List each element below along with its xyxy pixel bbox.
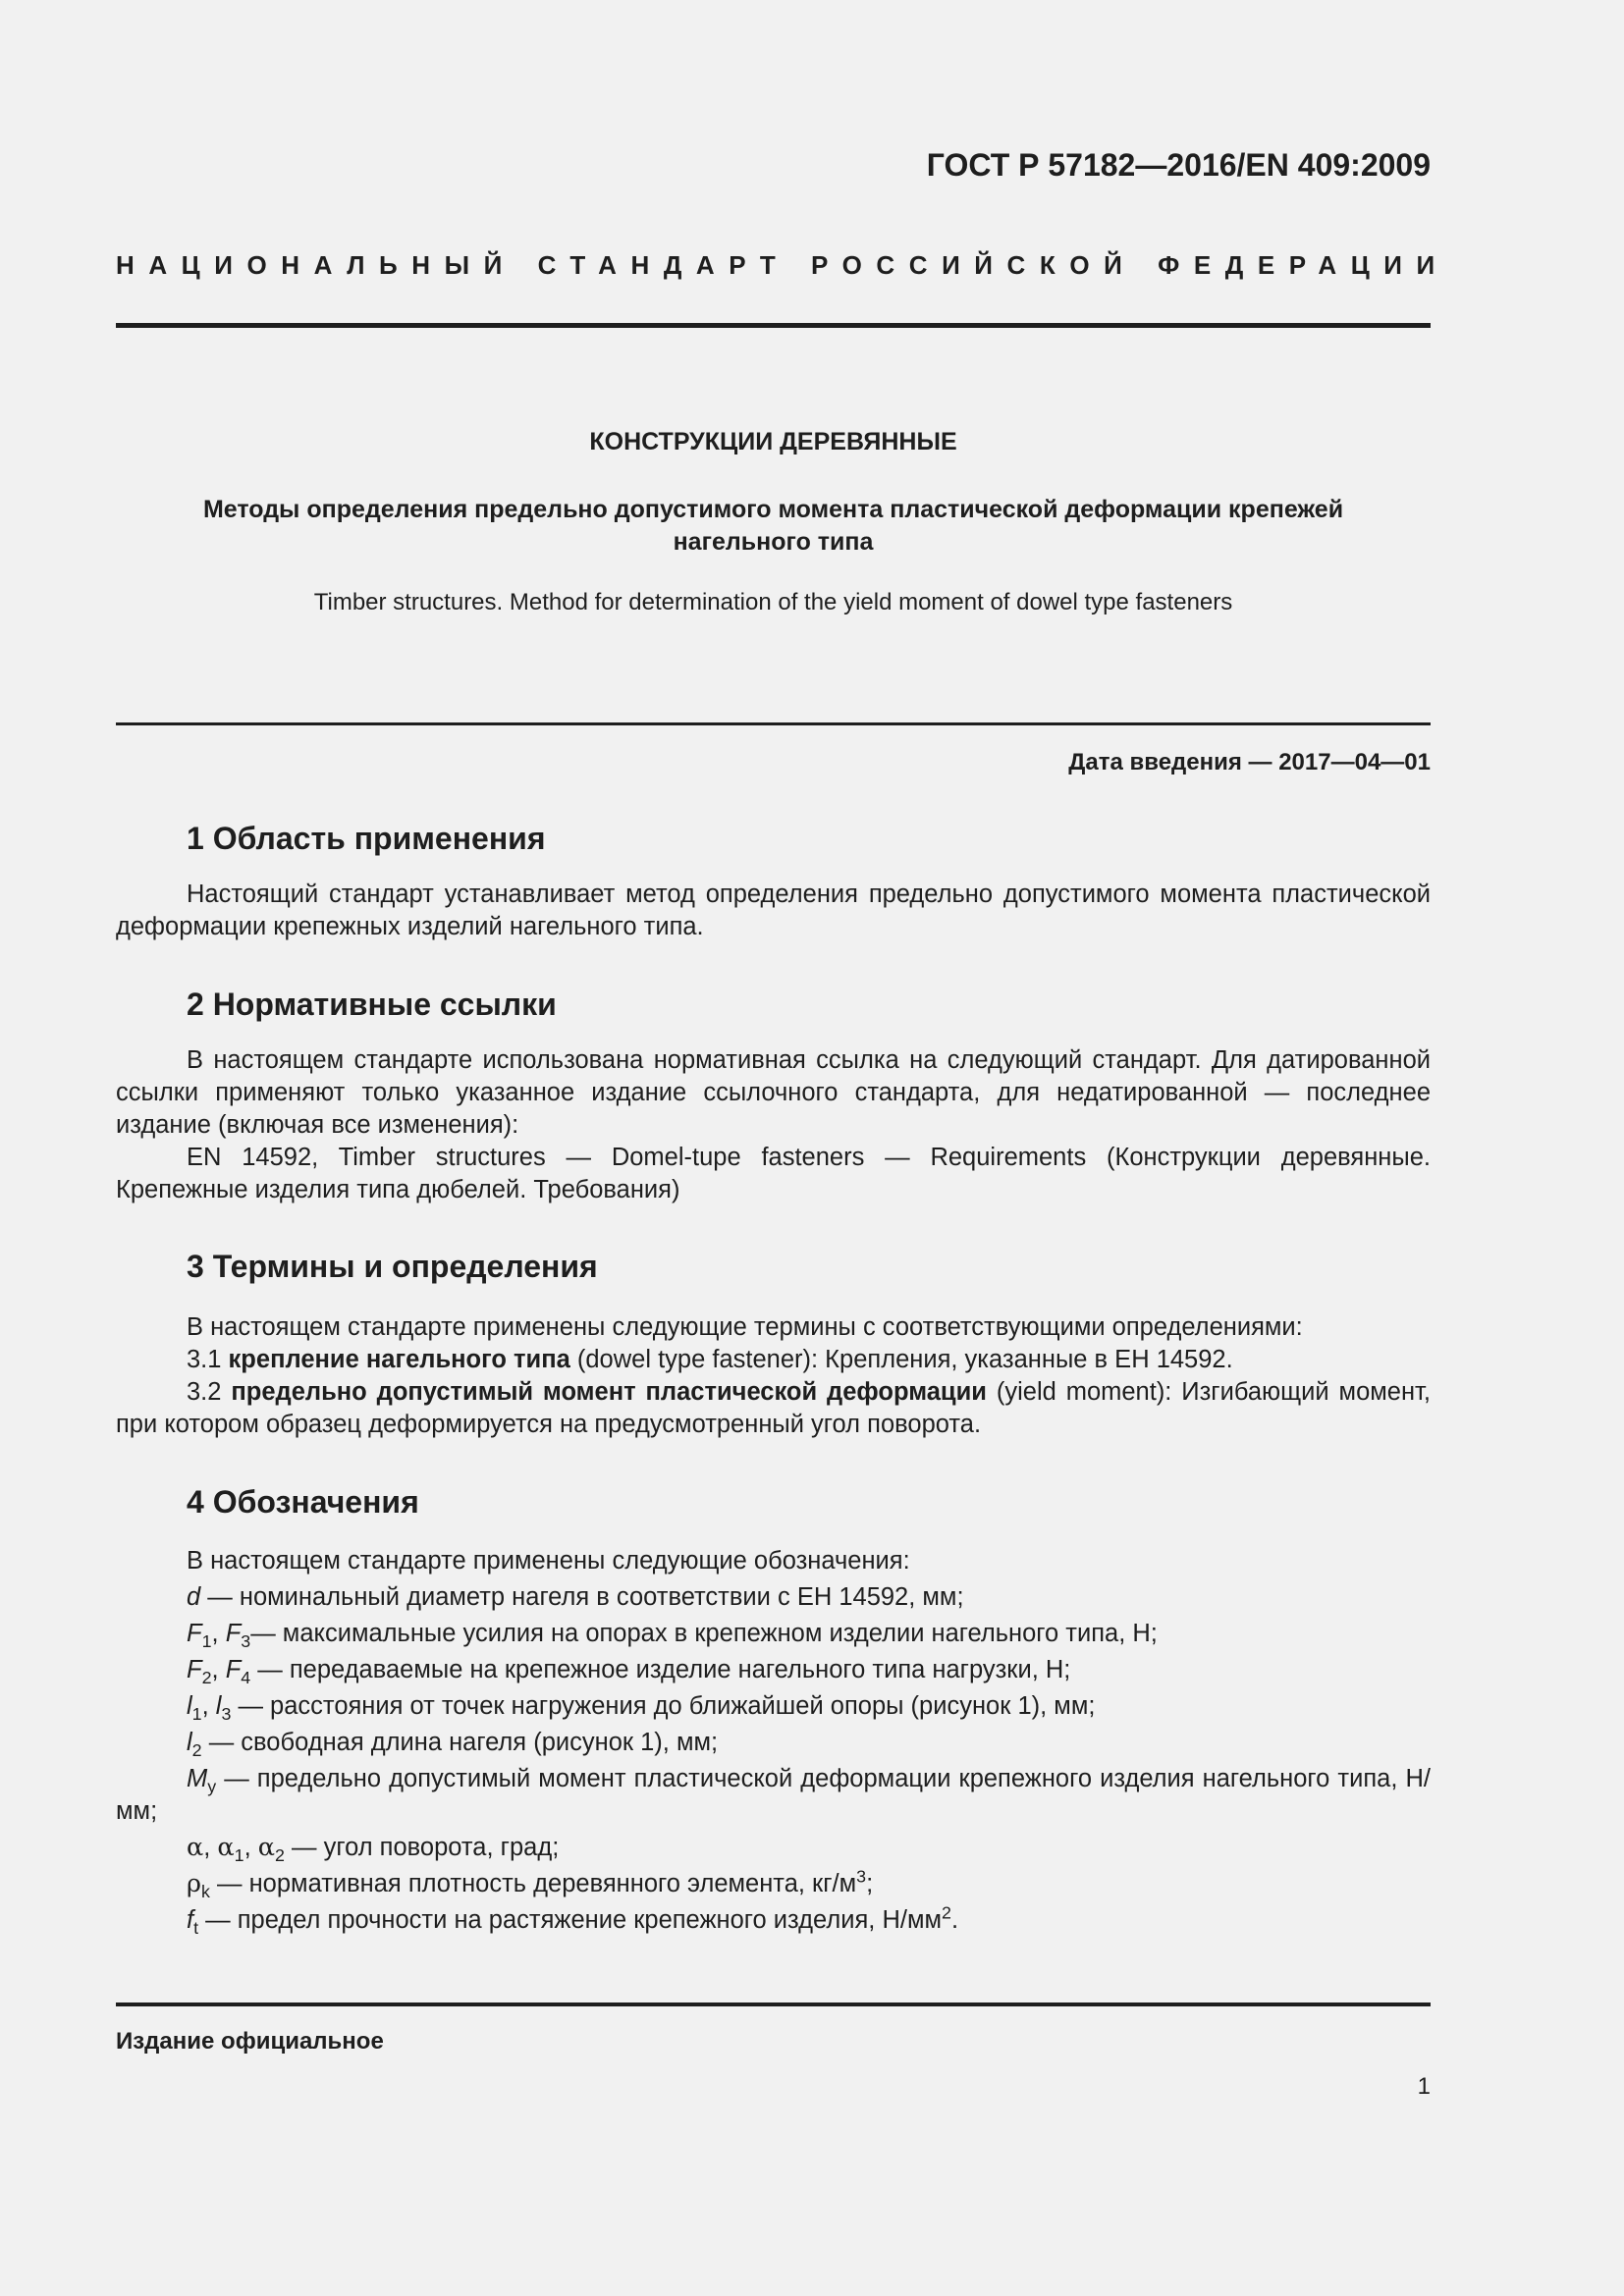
introduction-date: Дата введения — 2017—04—01 [1068, 749, 1431, 775]
symbol-alpha2-sub: 2 [274, 1845, 285, 1866]
symbol-l1-l3 [116, 1690, 1431, 1723]
symbol-m-sub: y [207, 1777, 217, 1797]
document-code: ГОСТ Р 57182—2016/EN 409:2009 [926, 147, 1431, 183]
section-2-heading: 2 Нормативные ссылки [187, 987, 557, 1022]
symbol-f-sub: t [193, 1918, 199, 1939]
symbol-l1-letter: l [187, 1692, 192, 1720]
symbol-f1-sub: 1 [201, 1631, 212, 1652]
symbol-l1-l3-description: — расстояния от точек нагружения до ближайшей опоры (рисунок 1), мм; [231, 1692, 1096, 1720]
symbol-separator: , [211, 1656, 226, 1683]
symbol-f2-f4-description: — передаваемые на крепежное изделие нагельного типа нагрузки, Н; [250, 1656, 1071, 1683]
section-2-reference: EN 14592, Timber structures — Domel-tupe fasteners — Requirements (Конструкции деревянные. Крепежные изделия типа дюбелей. Требования) [116, 1144, 1431, 1203]
symbol-f4-sub: 4 [241, 1668, 251, 1688]
symbol-d [116, 1581, 1431, 1614]
symbol-l2-sub: 2 [191, 1740, 202, 1761]
symbol-ft [116, 1904, 1431, 1937]
symbol-l3-sub: 3 [221, 1704, 232, 1725]
subtitle-line-1: Методы определения предельно допустимого момента пластической деформации крепежей [202, 496, 1344, 523]
symbol-separator: , [211, 1620, 226, 1647]
term-3-1 [116, 1344, 1431, 1376]
document-subtitle [116, 494, 1431, 559]
symbol-rho [116, 1868, 1431, 1900]
section-1-heading: 1 Область применения [187, 821, 546, 856]
symbol-alpha1-letter: α [217, 1833, 235, 1862]
symbol-alpha1-sub: 1 [234, 1845, 244, 1866]
symbol-l2-description: — свободная длина нагеля (рисунок 1), мм; [201, 1729, 719, 1756]
symbol-rho-letter: ρ [187, 1869, 201, 1898]
symbol-m-letter: M [187, 1765, 208, 1792]
symbol-f-letter: f [187, 1906, 194, 1934]
symbol-ft-end: . [950, 1906, 959, 1934]
english-title: Timber structures. Method for determination of the yield moment of dowel type fasteners [313, 589, 1233, 615]
term-3-1-term: крепление нагельного типа [228, 1346, 570, 1373]
symbol-my [116, 1763, 1431, 1828]
section-4-body [116, 1545, 1431, 1941]
term-3-1-definition: (dowel type fastener): Крепления, указанные в ЕН 14592. [569, 1346, 1233, 1373]
section-3-heading: 3 Термины и определения [187, 1249, 598, 1284]
symbol-separator: , [201, 1692, 216, 1720]
header-divider [116, 323, 1431, 328]
symbol-d-description: — номинальный диаметр нагеля в соответствии с ЕН 14592, мм; [200, 1583, 964, 1611]
symbol-f3-letter: F [225, 1620, 242, 1647]
section-4-heading: 4 Обозначения [187, 1484, 419, 1520]
symbol-f2-letter: F [187, 1656, 202, 1683]
section-1-body [116, 879, 1431, 943]
section-3-body [116, 1311, 1431, 1441]
page-number: 1 [1417, 2073, 1431, 2100]
official-edition-label: Издание официальное [116, 2028, 384, 2055]
symbol-rho-sub: k [201, 1882, 210, 1902]
footer-divider [116, 2002, 1431, 2006]
section-4-paragraph: В настоящем стандарте применены следующие обозначения: [187, 1547, 910, 1575]
symbol-rho-sup: 3 [856, 1866, 867, 1887]
symbol-f1-f3-description: — максимальные усилия на опорах в крепежном изделии нагельного типа, Н; [250, 1620, 1158, 1647]
symbol-alpha-description: — угол поворота, град; [284, 1834, 560, 1861]
section-2-body [116, 1044, 1431, 1206]
symbol-alpha [116, 1832, 1431, 1864]
symbol-separator: , [244, 1834, 258, 1861]
symbol-f1-f3 [116, 1618, 1431, 1650]
symbol-alpha-letter: α [187, 1833, 204, 1862]
symbol-f1-letter: F [187, 1620, 202, 1647]
symbol-my-description: — предельно допустимый момент пластической деформации крепежного изделия нагельного типа, Н/мм; [116, 1765, 1431, 1825]
symbol-l2-letter: l [187, 1729, 192, 1756]
symbol-ft-description: — предел прочности на растяжение крепежного изделия, Н/мм [198, 1906, 943, 1934]
term-3-2-term: предельно допустимый момент пластической деформации [231, 1378, 987, 1406]
section-3-paragraph: В настоящем стандарте применены следующие термины с соответствующими определениями: [187, 1313, 1303, 1341]
symbol-separator: , [203, 1834, 218, 1861]
symbol-f3-sub: 3 [241, 1631, 251, 1652]
symbol-f2-f4 [116, 1654, 1431, 1686]
symbol-alpha2-letter: α [257, 1833, 275, 1862]
symbol-f2-sub: 2 [201, 1668, 212, 1688]
standard-header: НАЦИОНАЛЬНЫЙ СТАНДАРТ РОССИЙСКОЙ ФЕДЕРАЦИИ [116, 250, 1449, 280]
symbol-rho-description: — нормативная плотность деревянного элемента, кг/м [209, 1870, 857, 1897]
section-1-paragraph: Настоящий стандарт устанавливает метод определения предельно допустимого момента пластической деформации крепежных изделий нагельного типа. [116, 881, 1431, 940]
symbol-l3-letter: l [215, 1692, 222, 1720]
section-2-paragraph-1: В настоящем стандарте использована нормативная ссылка на следующий стандарт. Для датированной ссылки применяют только указанное издание ссылочного стандарта, для недатированной — последнее издание (включая все изменения): [116, 1046, 1431, 1139]
symbol-ft-sup: 2 [942, 1902, 951, 1923]
subtitle-line-2: нагельного типа [673, 528, 874, 556]
symbol-rho-end: ; [866, 1870, 874, 1897]
term-3-2 [116, 1376, 1431, 1441]
document-title: КОНСТРУКЦИИ ДЕРЕВЯННЫЕ [589, 428, 957, 455]
term-3-1-number: 3.1 [187, 1346, 229, 1373]
symbol-d-letter: d [187, 1583, 201, 1611]
symbol-f4-letter: F [225, 1656, 242, 1683]
title-divider [116, 722, 1431, 725]
term-3-2-definition: (yield moment): Изгибающий момент, при котором образец деформируется на предусмотренный угол поворота. [116, 1378, 1431, 1438]
term-3-2-number: 3.2 [187, 1378, 232, 1406]
symbol-l1-sub: 1 [191, 1704, 202, 1725]
symbol-l2 [116, 1727, 1431, 1759]
